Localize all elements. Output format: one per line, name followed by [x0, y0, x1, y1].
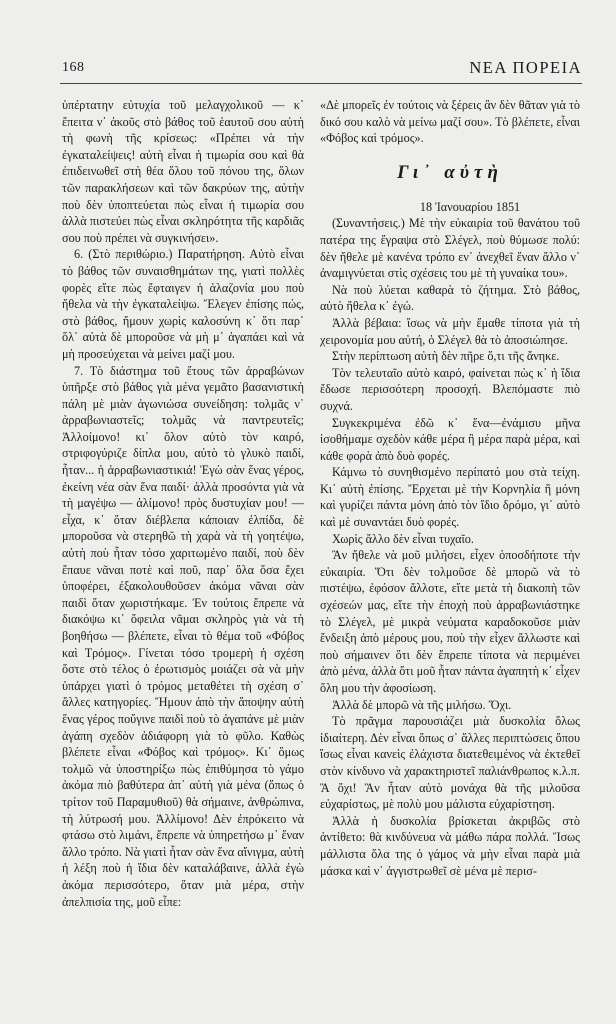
paragraph: Στὴν περίπτωση αὐτὴ δὲν πῆρε ὅ,τι τῆς ἄνηκε. [332, 349, 560, 364]
dateline: 18 Ἰανουαρίου 1851 [419, 199, 521, 214]
paragraph: ὑπέρτατην εὐτυχία τοῦ μελαγχολικοῦ — κ᾽ ἔπειτα ν᾽ ἀκοῦς στὸ βάθος τοῦ ἑαυτοῦ σου αὐτὴ τὴ φωνὴ τῆς κρίσεως: «Πρέπει νὰ τὴν ἐγκαταλείψεις! αὐτὴ εἶναι ἡ τιμωρία σου καὶ θὰ ἐπιδεινωθεῖ στὴ θέα ὅλου τοῦ πόνου της, ὅλων τῶν παρακλήσεων καὶ τῶν δακρύων της, αὐτὴν ποὺ δὲν ὑποπτεύεται πὼς εἶναι ἡ τιμωρία σου ἀλλὰ πιστεύει πὼς εἶναι σκληρότητα τῆς καρδιᾶς σου ποὺ πρέπει νὰ συγκινήσει». [62, 98, 304, 245]
paragraph: Νὰ ποὺ λύεται καθαρὰ τὸ ζήτημα. Στὸ βάθος, αὐτὸ ἤθελα κ᾽ ἐγώ. [320, 282, 580, 314]
paragraph: Τὸ πρᾶγμα παρουσιάζει μιὰ δυσκολία ὅλως ἰδιαίτερη. Δὲν εἶναι ὅπως σ᾽ ἄλλες περιπτώσεις ὅπου ἴσως εἶναι κανεὶς ἐλάχιστα διατεθειμένος νὰ ἐκτεθεῖ στὸν κίνδυνο νὰ χαρακτηριστεῖ παλιάνθρωπος κ.λ.π. Ἂ ὄχι! Ἂν ἦταν αὐτὸ μονάχα θὰ τῆς μιλοῦσα εὐχαρίστως, μὲ πολὺ μου μάλιστα εὐχαρίστηση. [320, 714, 580, 812]
paragraph: Κάμνω τὸ συνηθισμένο περίπατό μου στὰ τείχη. Κι᾽ αὐτὴ ἐπίσης. Ἔρχεται μὲ τὴν Κορνηλία ἢ μόνη καὶ γυρίζει πάντα μόνη ἀπὸ τὸν ἴδιο δρόμο, γι᾽ αὐτὸ καὶ μὲ συναντάει δυὸ φορές. [320, 465, 580, 530]
paragraph: Ἀλλὰ ἡ δυσκολία βρίσκεται ἀκριβῶς στὸ ἀντίθετο: θὰ κινδύνευα νὰ μάθω πάρα πολλά. Ἴσως μάλλιστα ὅλα της ὁ γάμος νὰ μὴν εἶναι παρὰ μιὰ μάσκα καὶ ν᾽ ἀγγιστρωθεῖ σὲ μένα μὲ περισ- [320, 813, 580, 878]
paragraph: «Δὲ μπορεῖς ἐν τούτοις νὰ ξέρεις ἂν δὲν θᾶταν γιὰ τὸ δικό σου καλὸ νὰ μείνω μαζί σου». Τὸ βλέπετε, εἶναι «Φόβος καὶ τρόμος». [320, 98, 580, 146]
header-rule [60, 83, 582, 84]
left-column [62, 97, 304, 910]
paragraph: Ἀλλὰ δὲ μπορῶ νὰ τῆς μιλήσω. Ὄχι. [332, 697, 512, 712]
running-header [62, 58, 582, 80]
paragraph: Ἂν ἤθελε νὰ μοῦ μιλήσει, εἶχεν ὁποσδήποτε τὴν εὐκαιρία. Ὅτι δὲν τολμοῦσε δὲ μπορῶ νὰ τὸ πιστέψω, ἐφόσον ἄλλοτε, εἴτε μετὰ τὴ διακοπὴ τῶν σχέσεών μας, εἴτε τὴν ἐποχὴ ποὺ ἀρραβωνιάστηκε τὸ Σλέγελ, μὲ μικρὰ νεύματα καραδοκοῦσε μιὰν ἔνδειξη ἀπὸ μέρους μου, ποὺ τὴν εἶχεν ἄλλωστε καὶ ποὺ σήμαινεν ὅτι δὲν ἔπρεπε τίποτα νὰ περιμένει ἀπὸ μένα, ἀλλὰ ὅτι μοῦ ἦταν πάντα ἀγαπητὴ κ᾽ εἶχεν ὅλη μου τὴν ἀφοσίωση. [320, 548, 580, 695]
right-column [320, 97, 580, 879]
paragraph: Ἀλλὰ βέβαια: ἴσως νὰ μὴν ἔμαθε τίποτα γιὰ τὴ χειρονομία μου αὐτή, ὁ Σλέγελ θὰ τὸ ἀποσιώπησε. [320, 315, 580, 347]
journal-title: ΝΕΑ ΠΟΡΕΙΑ [469, 58, 582, 77]
section-heading: Γι᾽ αὐτὴ [397, 161, 503, 183]
page-number: 168 [62, 60, 85, 75]
paragraph: (Συναντήσεις.) Μὲ τὴν εὐκαιρία τοῦ θανάτου τοῦ πατέρα της ἔγραψα στὸ Σλέγελ, ποὺ θύμωσε πολύ: δὲν ἤθελε μὲ κανένα τρόπο εν᾽ ἀνεχθεῖ ἕναν ἄλλο ν᾽ ἀναμιγνύεται στὶς σχέσεις του μὲ τὴ γυναίκα του». [320, 216, 580, 281]
paragraph: 7. Τὸ διάστημα τοῦ ἔτους τῶν ἀρραβώνων ὑπῆρξε στὸ βάθος γιὰ μένα γεμᾶτο βασανιστικὴ πάλη μὲ μιὰν ἀγωνιώσα συνείδηση: τολμᾶς ν᾽ ἀρραβωνιαστεῖς; τολμᾶς νὰ παντρευτεῖς; Ἀλλοίμονο! κι᾽ ὅλον αὐτὸ τὸν καιρό, στριφογύριζε δίπλα μου, αὐτὸ τὸ γλυκὸ παιδί, ἦταν... ἡ ἀρραβωνιαστικιά! Ἐγὼ σὰν ἕνας γέρος, ἐκείνη νέα σὰν ἕνα παιδί· ἀλλὰ προσόντα γιὰ νὰ τὴ μαγέψω — ἀλίμονο! πρὸς δυστυχίαν μου! — εἶχα, κ᾽ ὅταν διέβλεπα κάποιαν ἐλπίδα, δὲ μποροῦσα νὰ στερηθῶ τὴ χαρὰ νὰ τὴ γοητέψω, αὐτὴ ποὺ ἦταν τόσο χαριτωμένο παιδί, ποὺ δὲν ἔπαυε νᾶναι ποτὲ καὶ ποῦ, παρ᾽ ὅλα ὅσα ἔχει ὑποφέρει, ἐξακολουθοῦσεν ἀκόμα νᾶναι σὰν παιδὶ ὅταν χωριστήκαμε. Ἐν τούτοις ἔπρεπε νὰ διακόψω κι᾽ ὄφειλα νᾶμαι σκληρὸς γιὰ νὰ τὴ βοηθήσω — βλέπετε, εἶναι τὸ θέμα τοῦ «Φόβος καὶ Τρόμος». Γίνεται τόσο τρομερὴ ἡ σχέση ὅστε στὸ τέλος ὁ ἐρωτισμὸς μοιάζει σὰ νὰ μὴν ὑπάρχει γιατὶ ὁ τρόμος μεταθέτει τὴ σχέση σ᾽ ἄλλες κατηγορίες. Ἤμουν ἀπὸ τὴν ἄποψην αὐτὴ ἕνας γέρος ποὔγινε παιδὶ ποὺ τὸ ἀγαπάνε μὲ μιὰν ἀγάπη σχεδὸν ἀδιάφορη γιὰ τὸ φῦλο. Καθὼς βλέπετε εἶναι «Φόβος καὶ τρόμος». Κι᾽ ὅμως τολμῶ νὰ ὑποστηρίξω πὼς ἐπιθύμησα τὸ γάμο ἀκόμα πιὸ βαθύτερα ἀπ᾽ αὐτὴ γιὰ μένα (ὅπως ὁ τρίτον τοῦ Παραμυθιοῦ) θὰ σήμαινε, ἀνθρώπινα, τὴ λύτρωσή μου. Ἀλλίμονο! Δὲν ἐπρόκειτο νὰ φτάσω στὸ λιμάνι, ἔπρεπε νὰ ὑπηρετήσω μ᾽ ἕναν ἄλλο τρόπο. Νὰ γιατὶ ἦταν σὰν ἕνα αἴνιγμα, αὐτὴ ἡ λέξη ποὺ ἡ ἴδια δὲν καταλάβαινε, ἀλλὰ ἐγὼ ἀκόμα περισσότερο, ὅταν μιὰ μέρα, στὴν ἀπελπισία της, μοῦ εἶπε: [62, 363, 304, 909]
paragraph: 6. (Στὸ περιθώριο.) Παρατήρηση. Αὐτὸ εἶναι τὸ βάθος τῶν συναισθημάτων της, γιατὶ πολλὲς φορὲς εἴτε πὼς ἔφταιγεν ἡ ἀλαζονία μου ποὺ ἤθελα νὰ τὴν ἐγκαταλείψω. Ἔλεγεν ἐπίσης πώς, στὸ βάθος, ἤμουν χωρὶς καλοσύνη κ᾽ ὅτι παρ᾽ ὅλ᾽ αὐτὰ δὲ μποροῦσε νὰ μὴ μ᾽ ἀγαπάει καὶ νὰ μὴ προσεύχεται νὰ μείνει μαζί μου. [62, 247, 304, 361]
paragraph: Χωρὶς ἄλλο δὲν εἶναι τυχαῖο. [332, 531, 474, 546]
paragraph: Τὸν τελευταῖο αὐτὸ καιρό, φαίνεται πὼς κ᾽ ἡ ἴδια ἔδωσε περισσότερη προσοχή. Βλεπόμαστε πιὸ συχνά. [320, 365, 580, 413]
paragraph: Συγκεκριμένα ἐδῶ κ᾽ ἕνα—ἐνάμισυ μῆνα ἰσοθήμαμε σχεδὸν κάθε μέρα ἢ μέρα παρὰ μέρα, καὶ κάθε φορὰ ἀπὸ δυὸ φορές. [320, 415, 580, 463]
